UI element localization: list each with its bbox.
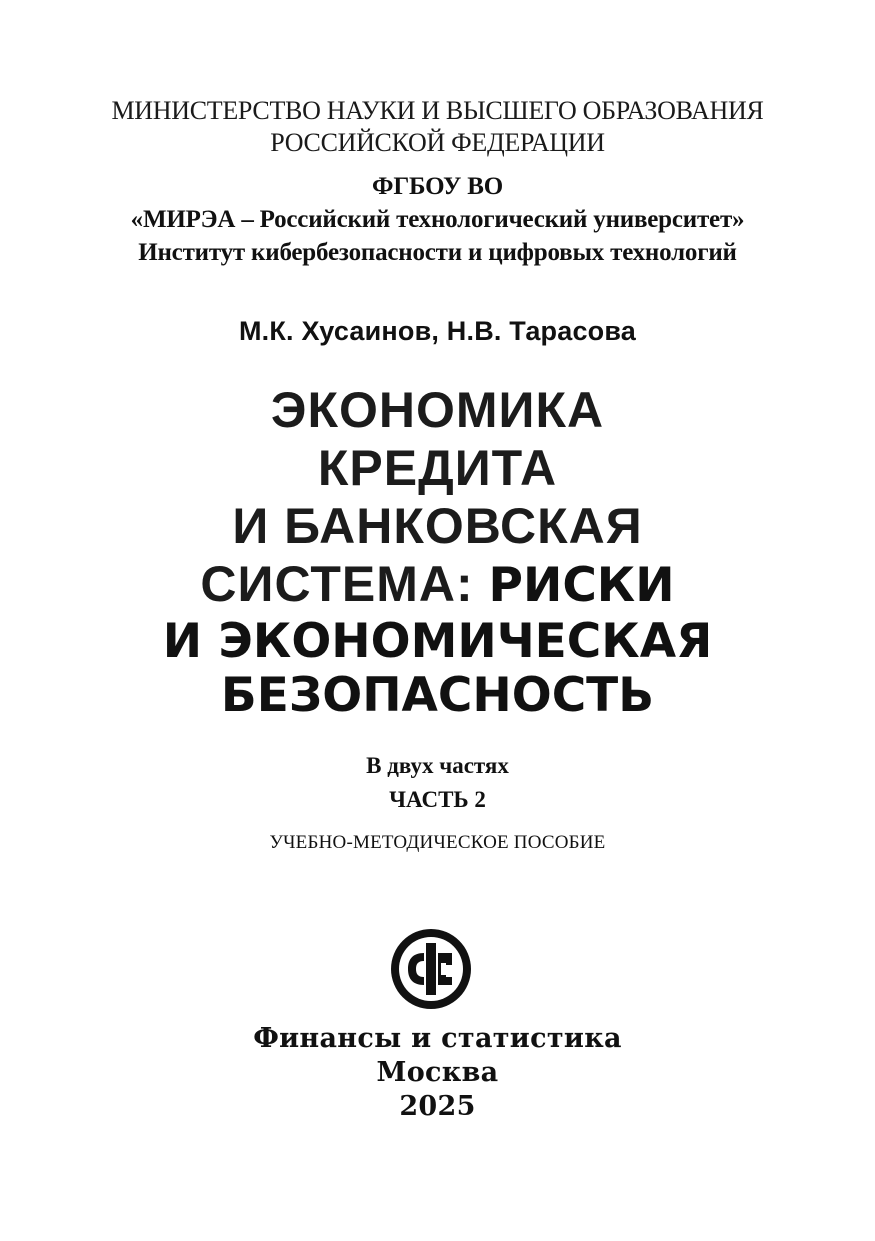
publication-year: 2025 (399, 1091, 476, 1122)
part-number: ЧАСТЬ 2 (389, 787, 486, 812)
ministry-line-2: РОССИЙСКОЙ ФЕДЕРАЦИИ (270, 128, 605, 157)
publisher-name: Финансы и статистика (253, 1023, 622, 1054)
institution-line-2: «МИРЭА – Российский технологический университет» (130, 206, 745, 233)
title-line-2: КРЕДИТА (317, 440, 558, 496)
ministry-line-1: МИНИСТЕРСТВО НАУКИ И ВЫСШЕГО ОБРАЗОВАНИЯ (111, 96, 764, 125)
publisher-city: Москва (376, 1057, 499, 1088)
title-line-4-part-2: РИСКИ (488, 558, 675, 613)
title-line-3: И БАНКОВСКАЯ (232, 498, 643, 554)
institution-line-1: ФГБОУ ВО (372, 173, 503, 200)
finansy-i-statistika-logo-icon (389, 927, 473, 1011)
title-line-4 (0, 555, 875, 615)
publication-type: УЧЕБНО-МЕТОДИЧЕСКОЕ ПОСОБИЕ (269, 832, 606, 853)
title-line-1: ЭКОНОМИКА (270, 382, 605, 438)
institution-line-3: Институт кибербезопасности и цифровых технологий (138, 239, 737, 266)
title-line-4-part-1: СИСТЕМА: (200, 556, 489, 612)
title-line-6: БЕЗОПАСНОСТЬ (220, 668, 655, 723)
title-line-5: И ЭКОНОМИЧЕСКАЯ (162, 614, 713, 669)
authors: М.К. Хусаинов, Н.В. Тарасова (238, 316, 637, 346)
parts-note: В двух частях (366, 753, 509, 778)
